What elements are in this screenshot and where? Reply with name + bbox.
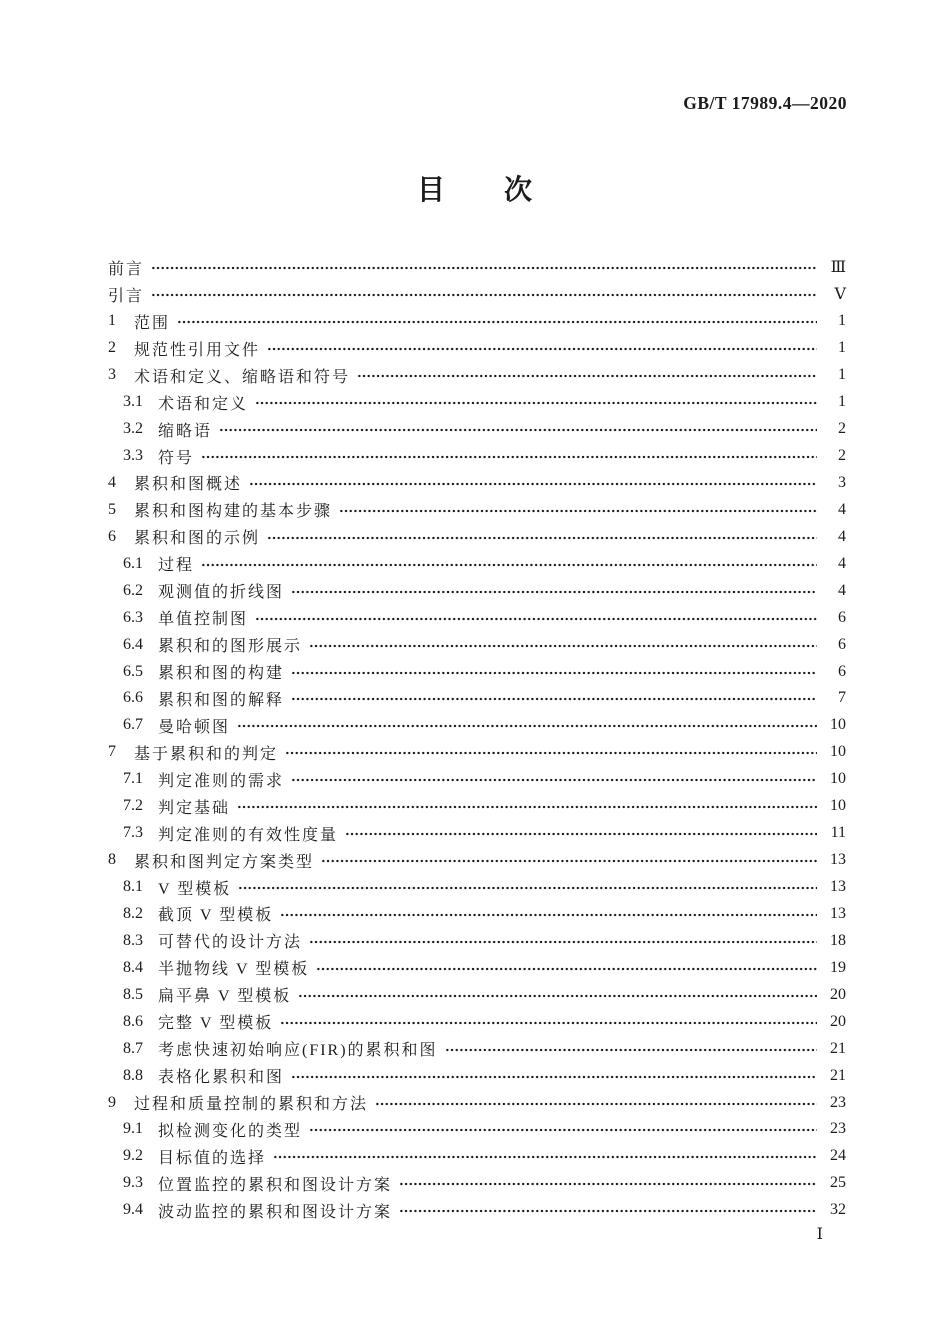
toc-entry [108, 981, 846, 1008]
toc-leader-dots [285, 751, 817, 755]
toc-entry-number: 8.2 [123, 904, 143, 922]
toc-leader-dots [267, 347, 817, 351]
toc-entry-label: 扁平鼻 V 型模板 [158, 988, 292, 1006]
toc-entry-page: 13 [830, 851, 846, 869]
toc-entry-number: 9.4 [123, 1201, 143, 1219]
toc-entry-number: 7.3 [123, 824, 143, 842]
toc-entry-page: Ⅲ [830, 259, 846, 277]
toc-entry-page: 13 [830, 878, 846, 896]
toc-entry-number: 6.2 [123, 581, 143, 599]
toc-entry [108, 1143, 846, 1170]
toc-entry-number: 8.6 [123, 1012, 143, 1030]
toc-entry-label: 截顶 V 型模板 [158, 907, 274, 925]
toc-entry-page: 6 [838, 608, 846, 626]
standard-number: GB/T 17989.4—2020 [683, 93, 847, 113]
toc-entry [108, 954, 846, 981]
toc-entry-number: 4 [108, 473, 116, 491]
toc-entry-label: 判定基础 [158, 799, 231, 817]
toc-leader-dots [291, 1075, 817, 1079]
toc-entry [108, 658, 846, 685]
toc-entry-number: 8 [108, 851, 116, 869]
toc-entry-number: 7.2 [123, 797, 143, 815]
toc-page-title: 目 次 [416, 175, 533, 206]
toc-entry-page: 6 [838, 635, 846, 653]
toc-leader-dots [219, 428, 817, 432]
toc-leader-dots [291, 697, 817, 701]
toc-entry [108, 1035, 846, 1062]
toc-entry-page: 2 [838, 447, 846, 465]
toc-entry-label: 观测值的折线图 [158, 584, 285, 602]
toc-entry-number: 3.3 [123, 447, 143, 465]
toc-entry [108, 1008, 846, 1035]
toc-entry-page: 4 [838, 527, 846, 545]
toc-entry-label: 累积和图概述 [134, 476, 243, 494]
toc-entry-page: Ⅴ [834, 286, 846, 304]
toc-leader-dots [237, 805, 817, 809]
toc-leader-dots [321, 859, 817, 863]
toc-entry-label: 曼哈顿图 [158, 718, 231, 736]
toc-entry [108, 793, 846, 820]
toc-entry [108, 1116, 846, 1143]
toc-entry-number: 8.1 [123, 878, 143, 896]
toc-entry [108, 416, 846, 443]
toc-leader-dots [291, 671, 817, 675]
toc-leader-dots [280, 913, 817, 917]
toc-entry-label: 完整 V 型模板 [158, 1015, 274, 1033]
toc-entry-page: 23 [830, 1120, 846, 1138]
toc-entry [108, 496, 846, 523]
toc-entry [108, 874, 846, 901]
toc-entry-number: 8.4 [123, 958, 143, 976]
toc-entry-label: 规范性引用文件 [134, 341, 261, 359]
toc-entry [108, 1089, 846, 1116]
toc-entry-page: 3 [838, 473, 846, 491]
toc-entry-number: 8.7 [123, 1039, 143, 1057]
toc-entry [108, 577, 846, 604]
toc-entry-number: 6.3 [123, 608, 143, 626]
toc-entry-page: 10 [830, 716, 846, 734]
toc-entry-number: 2 [108, 339, 116, 357]
toc-entry-number: 6.1 [123, 554, 143, 572]
toc-entry-page: 18 [830, 931, 846, 949]
toc-entry-page: 23 [830, 1093, 846, 1111]
toc-entry-number: 9.1 [123, 1120, 143, 1138]
toc-entry-label: 波动监控的累积和图设计方案 [158, 1203, 393, 1221]
toc-entry-number: 7.1 [123, 770, 143, 788]
toc-entry [108, 523, 846, 550]
footer-page-number: Ⅰ [816, 1226, 823, 1243]
toc-entry-page: 6 [838, 662, 846, 680]
toc-entry-number: 8.8 [123, 1066, 143, 1084]
toc-entry [108, 362, 846, 389]
toc-leader-dots [201, 455, 817, 459]
toc-entry-label: 过程和质量控制的累积和方法 [134, 1096, 369, 1114]
toc-entry-label: 判定准则的需求 [158, 772, 285, 790]
toc-entry-label: 判定准则的有效性度量 [158, 826, 339, 844]
toc-leader-dots [255, 401, 817, 405]
toc-entry-number: 8.5 [123, 985, 143, 1003]
toc-entry-page: 1 [838, 312, 846, 330]
toc-leader-dots [375, 1102, 817, 1106]
toc-entry-label: 目标值的选择 [158, 1149, 267, 1167]
toc-entry [108, 470, 846, 497]
toc-entry-label: 缩略语 [158, 422, 213, 440]
toc-entry-page: 19 [830, 958, 846, 976]
toc-entry-number: 7 [108, 743, 116, 761]
toc-entry-label: 半抛物线 V 型模板 [158, 961, 310, 979]
toc-list [108, 254, 846, 1224]
toc-leader-dots [339, 509, 817, 513]
toc-entry [108, 766, 846, 793]
toc-leader-dots [273, 1155, 817, 1159]
toc-entry-page: 10 [830, 797, 846, 815]
toc-entry-label: 术语和定义 [158, 395, 249, 413]
toc-entry [108, 1170, 846, 1197]
toc-entry-label: 累积和图判定方案类型 [134, 853, 315, 871]
toc-leader-dots [445, 1048, 817, 1052]
toc-entry [108, 739, 846, 766]
toc-leader-dots [238, 886, 817, 890]
toc-entry-page: 21 [830, 1066, 846, 1084]
toc-entry-number: 6.6 [123, 689, 143, 707]
toc-entry-page: 7 [838, 689, 846, 707]
toc-entry-number: 6.5 [123, 662, 143, 680]
toc-leader-dots [309, 644, 817, 648]
toc-entry-label: 前言 [108, 260, 145, 278]
toc-entry-page: 24 [830, 1147, 846, 1165]
toc-leader-dots [345, 832, 817, 836]
toc-entry-page: 1 [838, 366, 846, 384]
toc-entry-page: 4 [838, 581, 846, 599]
toc-entry-label: 累积和图的解释 [158, 691, 285, 709]
toc-leader-dots [280, 1021, 817, 1025]
toc-entry-number: 3.2 [123, 420, 143, 438]
toc-entry [108, 443, 846, 470]
toc-entry-number: 9 [108, 1093, 116, 1111]
toc-entry-number: 9.2 [123, 1147, 143, 1165]
toc-entry-page: 20 [830, 985, 846, 1003]
toc-leader-dots [177, 320, 817, 324]
toc-entry-label: 可替代的设计方法 [158, 934, 303, 952]
toc-entry [108, 604, 846, 631]
toc-leader-dots [309, 1128, 817, 1132]
toc-entry-page: 11 [830, 824, 846, 842]
toc-entry-number: 6 [108, 527, 116, 545]
toc-entry-label: 拟检测变化的类型 [158, 1122, 303, 1140]
toc-entry-page: 20 [830, 1012, 846, 1030]
toc-entry-label: 考虑快速初始响应(FIR)的累积和图 [158, 1042, 438, 1060]
toc-leader-dots [237, 724, 817, 728]
toc-entry [108, 712, 846, 739]
toc-entry-number: 8.3 [123, 931, 143, 949]
toc-leader-dots [291, 590, 817, 594]
toc-entry [108, 631, 846, 658]
toc-entry-label: 位置监控的累积和图设计方案 [158, 1176, 393, 1194]
toc-entry-page: 2 [838, 420, 846, 438]
toc-leader-dots [309, 940, 817, 944]
toc-entry-page: 10 [830, 770, 846, 788]
toc-entry-label: 累积和图构建的基本步骤 [134, 503, 333, 521]
toc-entry [108, 685, 846, 712]
toc-entry-label: 表格化累积和图 [158, 1069, 285, 1087]
toc-entry-label: 过程 [158, 557, 195, 575]
toc-entry-label: 基于累积和的判定 [134, 745, 279, 763]
toc-entry [108, 281, 846, 308]
toc-leader-dots [201, 563, 817, 567]
toc-entry-label: 累积和图的构建 [158, 665, 285, 683]
toc-entry-number: 9.3 [123, 1174, 143, 1192]
toc-entry-label: 累积和的图形展示 [158, 638, 303, 656]
toc-entry-page: 1 [838, 393, 846, 411]
toc-entry-label: 累积和图的示例 [134, 530, 261, 548]
toc-entry-number: 3.1 [123, 393, 143, 411]
toc-leader-dots [151, 293, 817, 297]
toc-entry [108, 820, 846, 847]
toc-entry-label: 术语和定义、缩略语和符号 [134, 368, 351, 386]
toc-entry-number: 5 [108, 500, 116, 518]
toc-entry [108, 308, 846, 335]
toc-entry-number: 1 [108, 312, 116, 330]
toc-entry [108, 847, 846, 874]
toc-entry-page: 10 [830, 743, 846, 761]
toc-leader-dots [291, 778, 817, 782]
toc-leader-dots [151, 266, 817, 270]
toc-entry-page: 21 [830, 1039, 846, 1057]
toc-entry-number: 6.4 [123, 635, 143, 653]
toc-leader-dots [255, 617, 817, 621]
toc-entry-number: 3 [108, 366, 116, 384]
toc-entry [108, 254, 846, 281]
toc-leader-dots [316, 967, 817, 971]
toc-entry-page: 13 [830, 904, 846, 922]
toc-entry-page: 32 [830, 1201, 846, 1219]
toc-leader-dots [399, 1209, 817, 1213]
toc-leader-dots [249, 482, 817, 486]
toc-entry-page: 4 [838, 500, 846, 518]
toc-entry [108, 927, 846, 954]
toc-entry-number: 6.7 [123, 716, 143, 734]
toc-entry [108, 1062, 846, 1089]
toc-leader-dots [298, 994, 817, 998]
toc-entry [108, 550, 846, 577]
toc-entry [108, 335, 846, 362]
toc-entry-page: 25 [830, 1174, 846, 1192]
toc-entry [108, 389, 846, 416]
toc-entry-page: 1 [838, 339, 846, 357]
toc-leader-dots [267, 536, 817, 540]
toc-entry [108, 901, 846, 928]
toc-entry-label: V 型模板 [158, 880, 232, 898]
toc-entry-label: 单值控制图 [158, 611, 249, 629]
toc-entry-page: 4 [838, 554, 846, 572]
toc-leader-dots [357, 374, 817, 378]
toc-entry-label: 范围 [134, 314, 171, 332]
toc-leader-dots [399, 1182, 817, 1186]
toc-entry-label: 引言 [108, 287, 145, 305]
toc-entry-label: 符号 [158, 449, 195, 467]
toc-entry [108, 1197, 846, 1224]
